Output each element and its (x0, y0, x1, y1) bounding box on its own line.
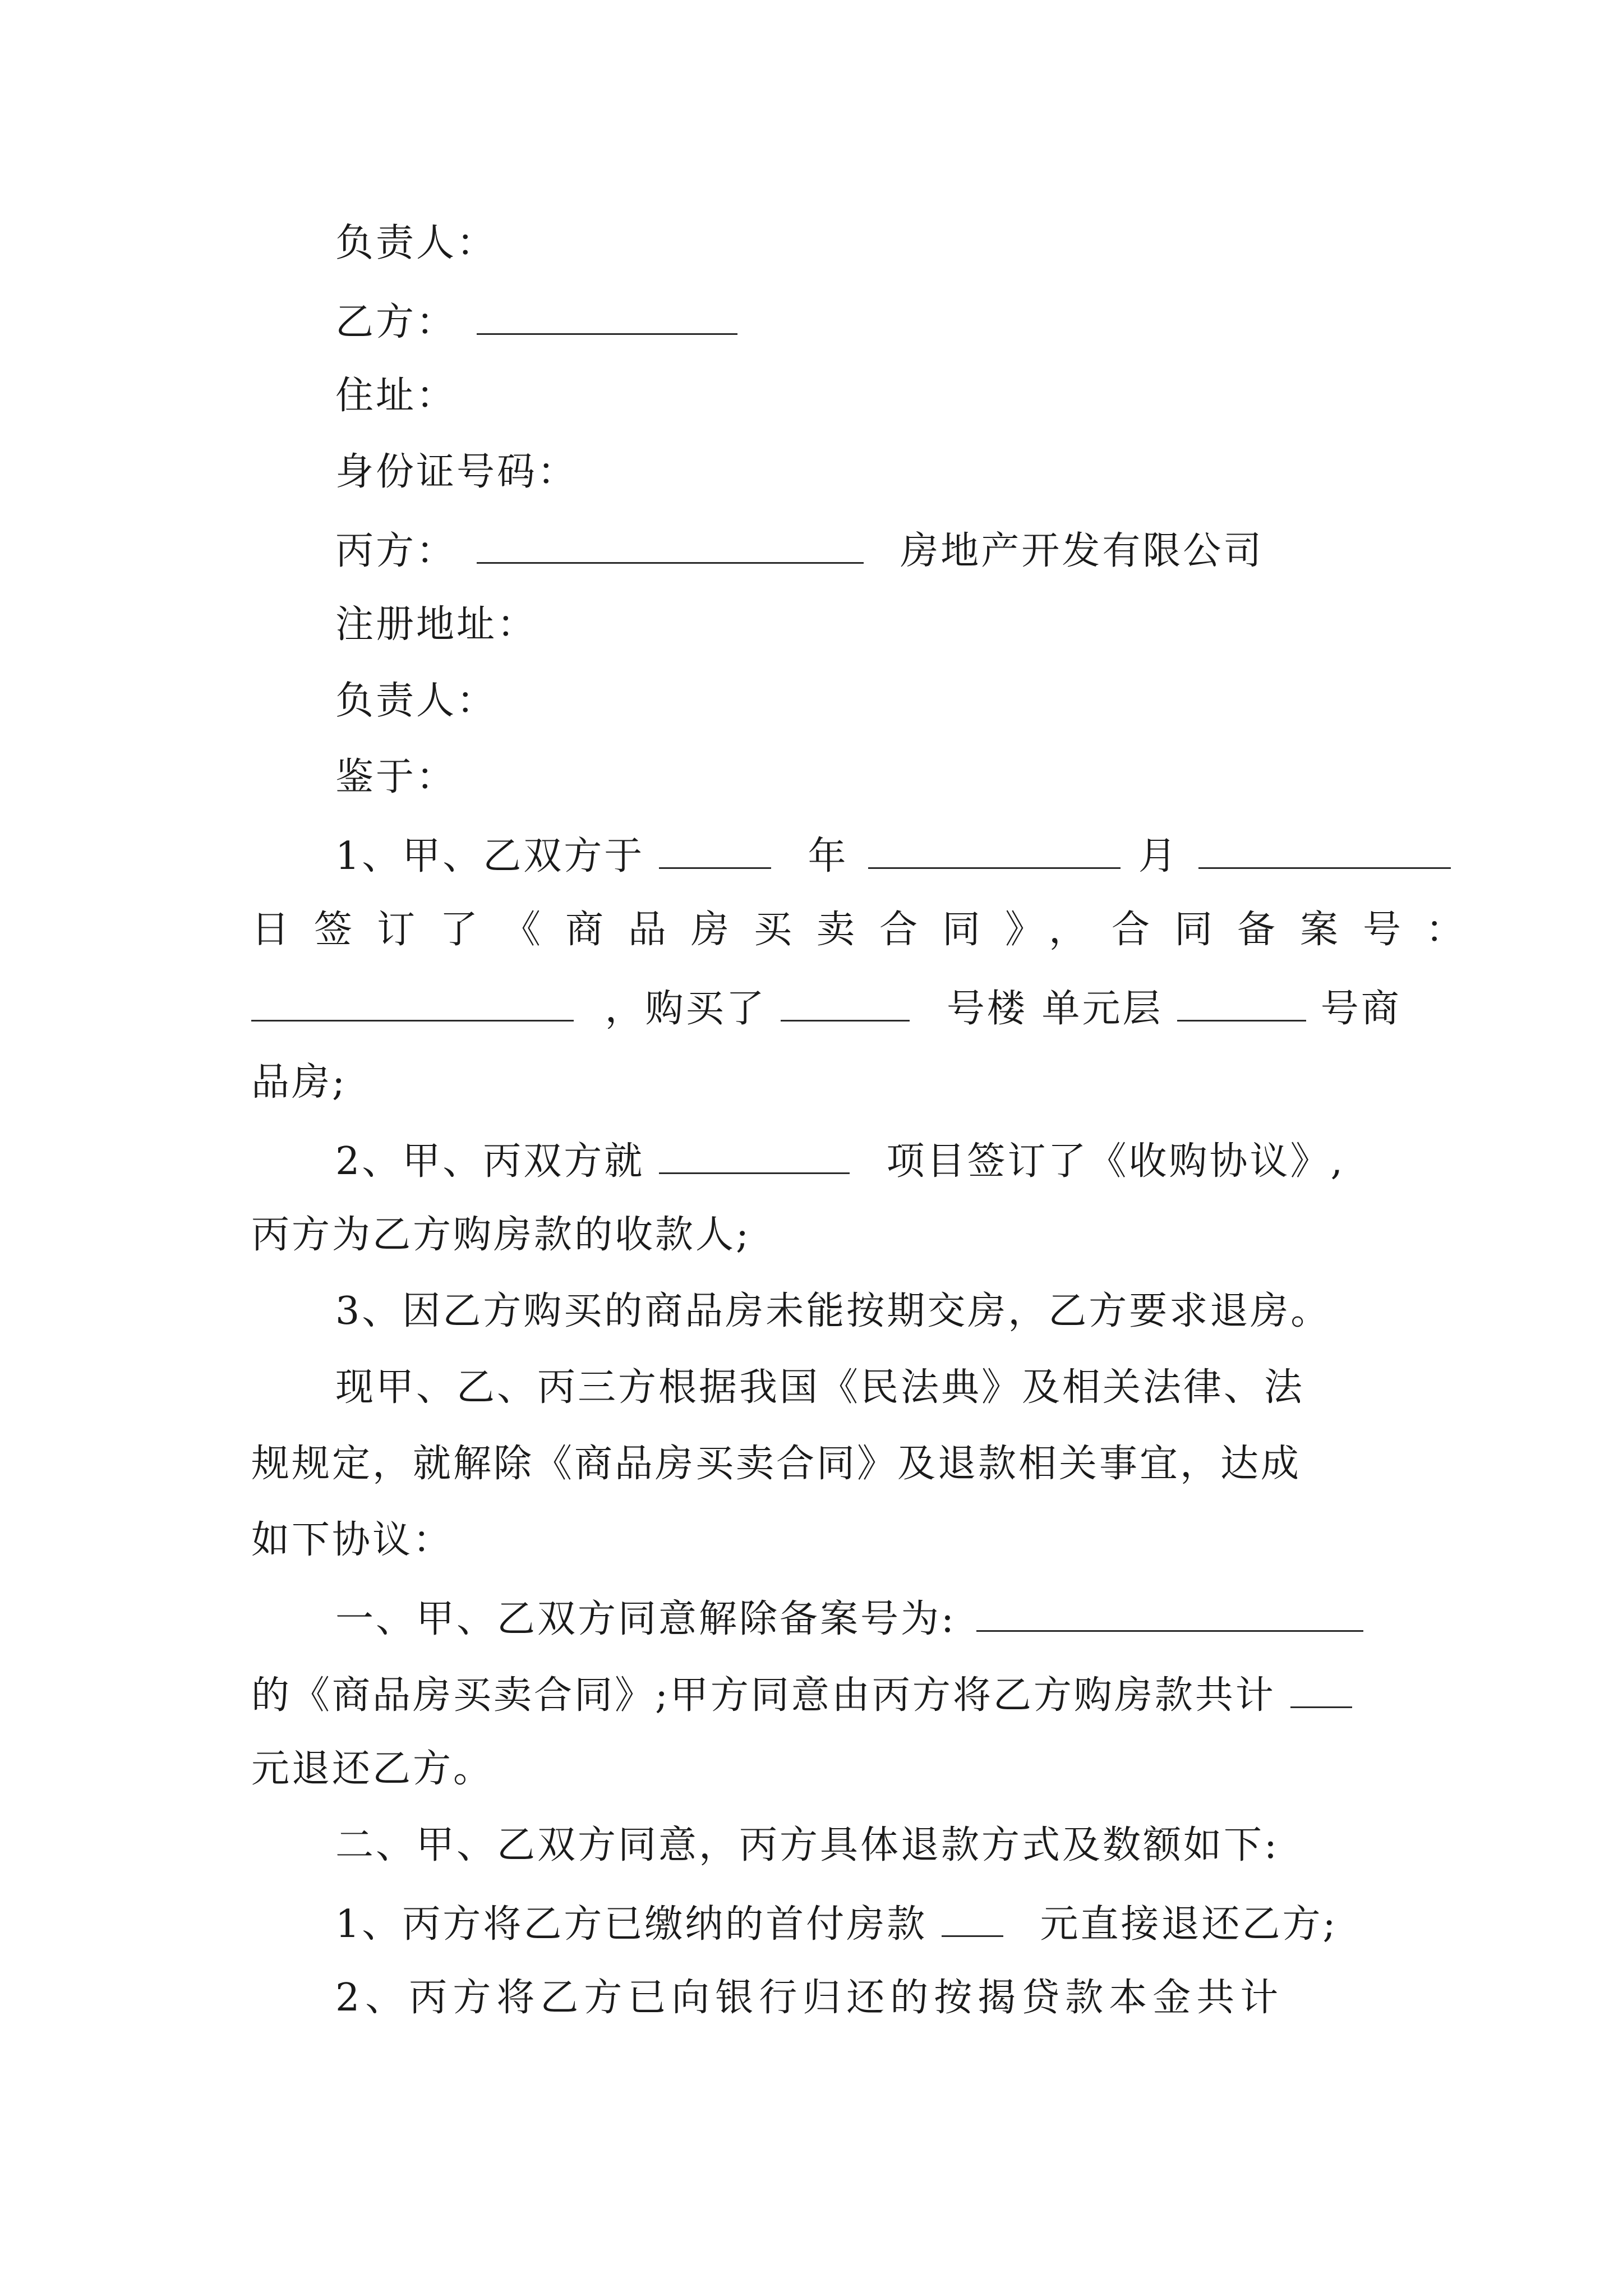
clause-1-purchase: ，购买了 (605, 987, 767, 1031)
fill-in-blank (659, 1133, 850, 1174)
label-whereas: 鉴于： (335, 755, 457, 799)
text-line (251, 1667, 1352, 1722)
text-line (335, 1591, 1363, 1645)
label-responsible-person-2: 负责人： (335, 679, 497, 723)
text-line (335, 675, 497, 727)
clause-2-project: 项目签订了《收购协议》, (886, 1139, 1345, 1184)
text-line (335, 828, 1451, 882)
article-1-start: 一、甲、乙双方同意解除备案号为: (335, 1597, 956, 1641)
text-line (335, 1362, 1304, 1414)
text-line (251, 1438, 1301, 1490)
month-label: 月 (1138, 834, 1179, 878)
text-line (335, 218, 497, 269)
fill-in-blank (251, 981, 574, 1022)
clause-1-contract: 日签订了《商品房买卖合同》，合同备案号： (251, 908, 1489, 952)
text-line (251, 904, 1488, 956)
preamble-line-3: 如下协议： (251, 1518, 454, 1562)
text-line (335, 1896, 1338, 1950)
preamble-line-2: 规规定，就解除《商品房买卖合同》及退款相关事宜，达成 (251, 1442, 1302, 1486)
text-line (251, 1515, 453, 1566)
label-party-c: 丙方： (335, 529, 457, 573)
text-line (335, 1820, 1279, 1871)
clause-3: 3、因乙方购买的商品房未能按期交房，乙方要求退房。 (335, 1289, 1331, 1333)
fill-in-blank (868, 828, 1121, 869)
text-line (335, 752, 457, 803)
text-line (335, 447, 578, 498)
label-responsible-person: 负责人： (335, 221, 497, 265)
article-1-middle: 的《商品房买卖合同》;甲方同意由丙方将乙方购房款共计 (251, 1673, 1276, 1718)
fill-in-blank (781, 981, 910, 1022)
text-line (335, 1972, 1284, 2024)
clause-1-end: 品房; (251, 1060, 347, 1105)
text-line (335, 370, 457, 422)
fill-in-blank (1177, 981, 1306, 1022)
label-id-number: 身份证号码： (335, 450, 578, 494)
clause-1-start: 1、甲、乙双方于 (335, 834, 645, 878)
text-line (335, 599, 537, 651)
article-2-item-1-end: 元直接退还乙方; (1040, 1902, 1338, 1947)
text-line (335, 1286, 1331, 1337)
clause-1-building: 号楼 单元层 (946, 987, 1163, 1031)
year-label: 年 (808, 834, 849, 878)
article-2-item-1-start: 1、丙方将乙方已缴纳的首付房款 (335, 1902, 928, 1947)
text-line (335, 523, 1264, 577)
article-1-end: 元退还乙方。 (251, 1747, 494, 1791)
preamble-line-1: 现甲、乙、丙三方根据我国《民法典》及相关法律、法 (335, 1365, 1305, 1410)
label-party-b: 乙方： (335, 300, 457, 344)
text-line (251, 1209, 751, 1261)
article-2-item-2: 2、丙方将乙方已向银行归还的按揭贷款本金共计 (335, 1976, 1284, 2020)
fill-in-blank (659, 828, 771, 869)
label-registered-address: 注册地址： (335, 602, 538, 647)
fill-in-blank (1198, 828, 1451, 869)
text-line (251, 1743, 494, 1795)
fill-in-blank (942, 1896, 1003, 1937)
company-suffix: 房地产开发有限公司 (900, 529, 1264, 573)
clause-2-end: 丙方为乙方购房款的收款人; (251, 1213, 751, 1257)
label-address: 住址： (335, 374, 457, 418)
text-line (251, 1057, 347, 1108)
clause-2-start: 2、甲、丙双方就 (335, 1139, 645, 1184)
fill-in-blank (976, 1591, 1363, 1632)
text-line (251, 981, 1401, 1035)
fill-in-blank (477, 523, 864, 564)
text-line (335, 1133, 1345, 1188)
article-2-heading: 二、甲、乙双方同意，丙方具体退款方式及数额如下: (335, 1823, 1279, 1867)
fill-in-blank (477, 294, 737, 335)
fill-in-blank (1290, 1667, 1352, 1708)
text-line (335, 294, 737, 348)
clause-1-unit: 号商 (1320, 987, 1401, 1031)
